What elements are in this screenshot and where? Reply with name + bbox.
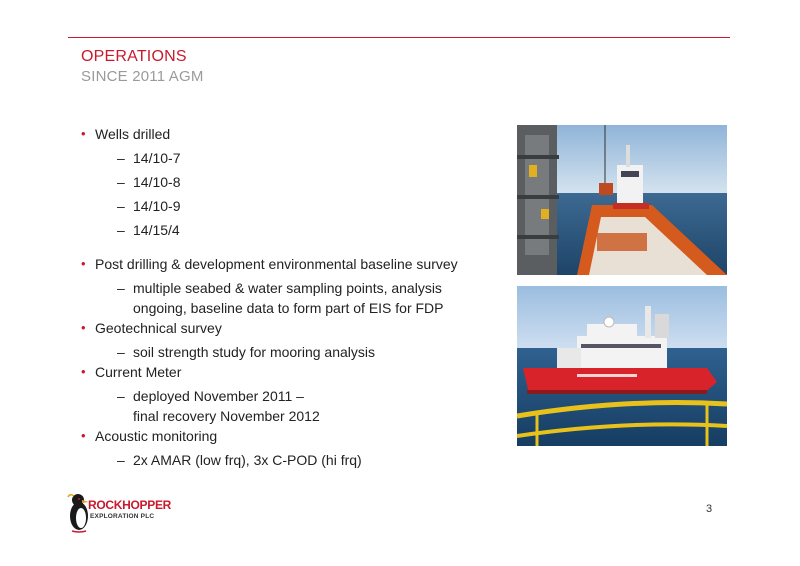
bullet-dot-icon: • bbox=[81, 256, 86, 271]
logo-wordmark: ROCKHOPPER bbox=[88, 498, 172, 512]
bullet-group bbox=[81, 426, 501, 470]
sub-bullet-item: – 14/15/4 bbox=[117, 222, 180, 238]
bullet-group bbox=[81, 362, 501, 426]
supply-vessel-beside-rig-photo bbox=[517, 125, 727, 275]
bullet-item: • Acoustic monitoring bbox=[81, 428, 218, 444]
logo-subtext: EXPLORATION PLC bbox=[90, 513, 155, 520]
bullet-dot-icon: • bbox=[81, 364, 86, 379]
sub-bullet-item: – 14/10-8 bbox=[117, 174, 181, 190]
bullet-group bbox=[81, 124, 501, 240]
bullet-list bbox=[81, 124, 501, 470]
bullet-item: • Post drilling & development environmental baseline survey bbox=[81, 256, 458, 272]
bullet-dot-icon: • bbox=[81, 428, 86, 443]
slide-subtitle: SINCE 2011 AGM bbox=[81, 68, 204, 85]
sub-bullet-item: – 14/10-7 bbox=[117, 150, 181, 166]
slide-title: OPERATIONS bbox=[81, 48, 187, 65]
bullet-item: • Current Meter bbox=[81, 364, 182, 380]
sub-bullet-item: – soil strength study for mooring analysis bbox=[117, 344, 375, 360]
sub-bullet-item: – 14/10-9 bbox=[117, 198, 181, 214]
bullet-item: • Geotechnical survey bbox=[81, 320, 222, 336]
bullet-dot-icon: • bbox=[81, 320, 86, 335]
sub-bullet-item: – 2x AMAR (low frq), 3x C-POD (hi frq) bbox=[117, 452, 362, 468]
header-rule bbox=[68, 37, 730, 38]
sub-bullet-item: – deployed November 2011 – final recovery November 2012 bbox=[117, 388, 320, 424]
bullet-group bbox=[81, 254, 501, 318]
bullet-item: • Wells drilled bbox=[81, 126, 171, 142]
rockhopper-logo bbox=[66, 491, 186, 533]
red-survey-vessel-photo bbox=[517, 286, 727, 446]
bullet-group bbox=[81, 318, 501, 362]
bullet-dot-icon: • bbox=[81, 126, 86, 141]
page-number: 3 bbox=[706, 503, 713, 515]
sub-bullet-item: – multiple seabed & water sampling points, analysis ongoing, baseline data to form part of EIS for FDP bbox=[117, 280, 444, 316]
